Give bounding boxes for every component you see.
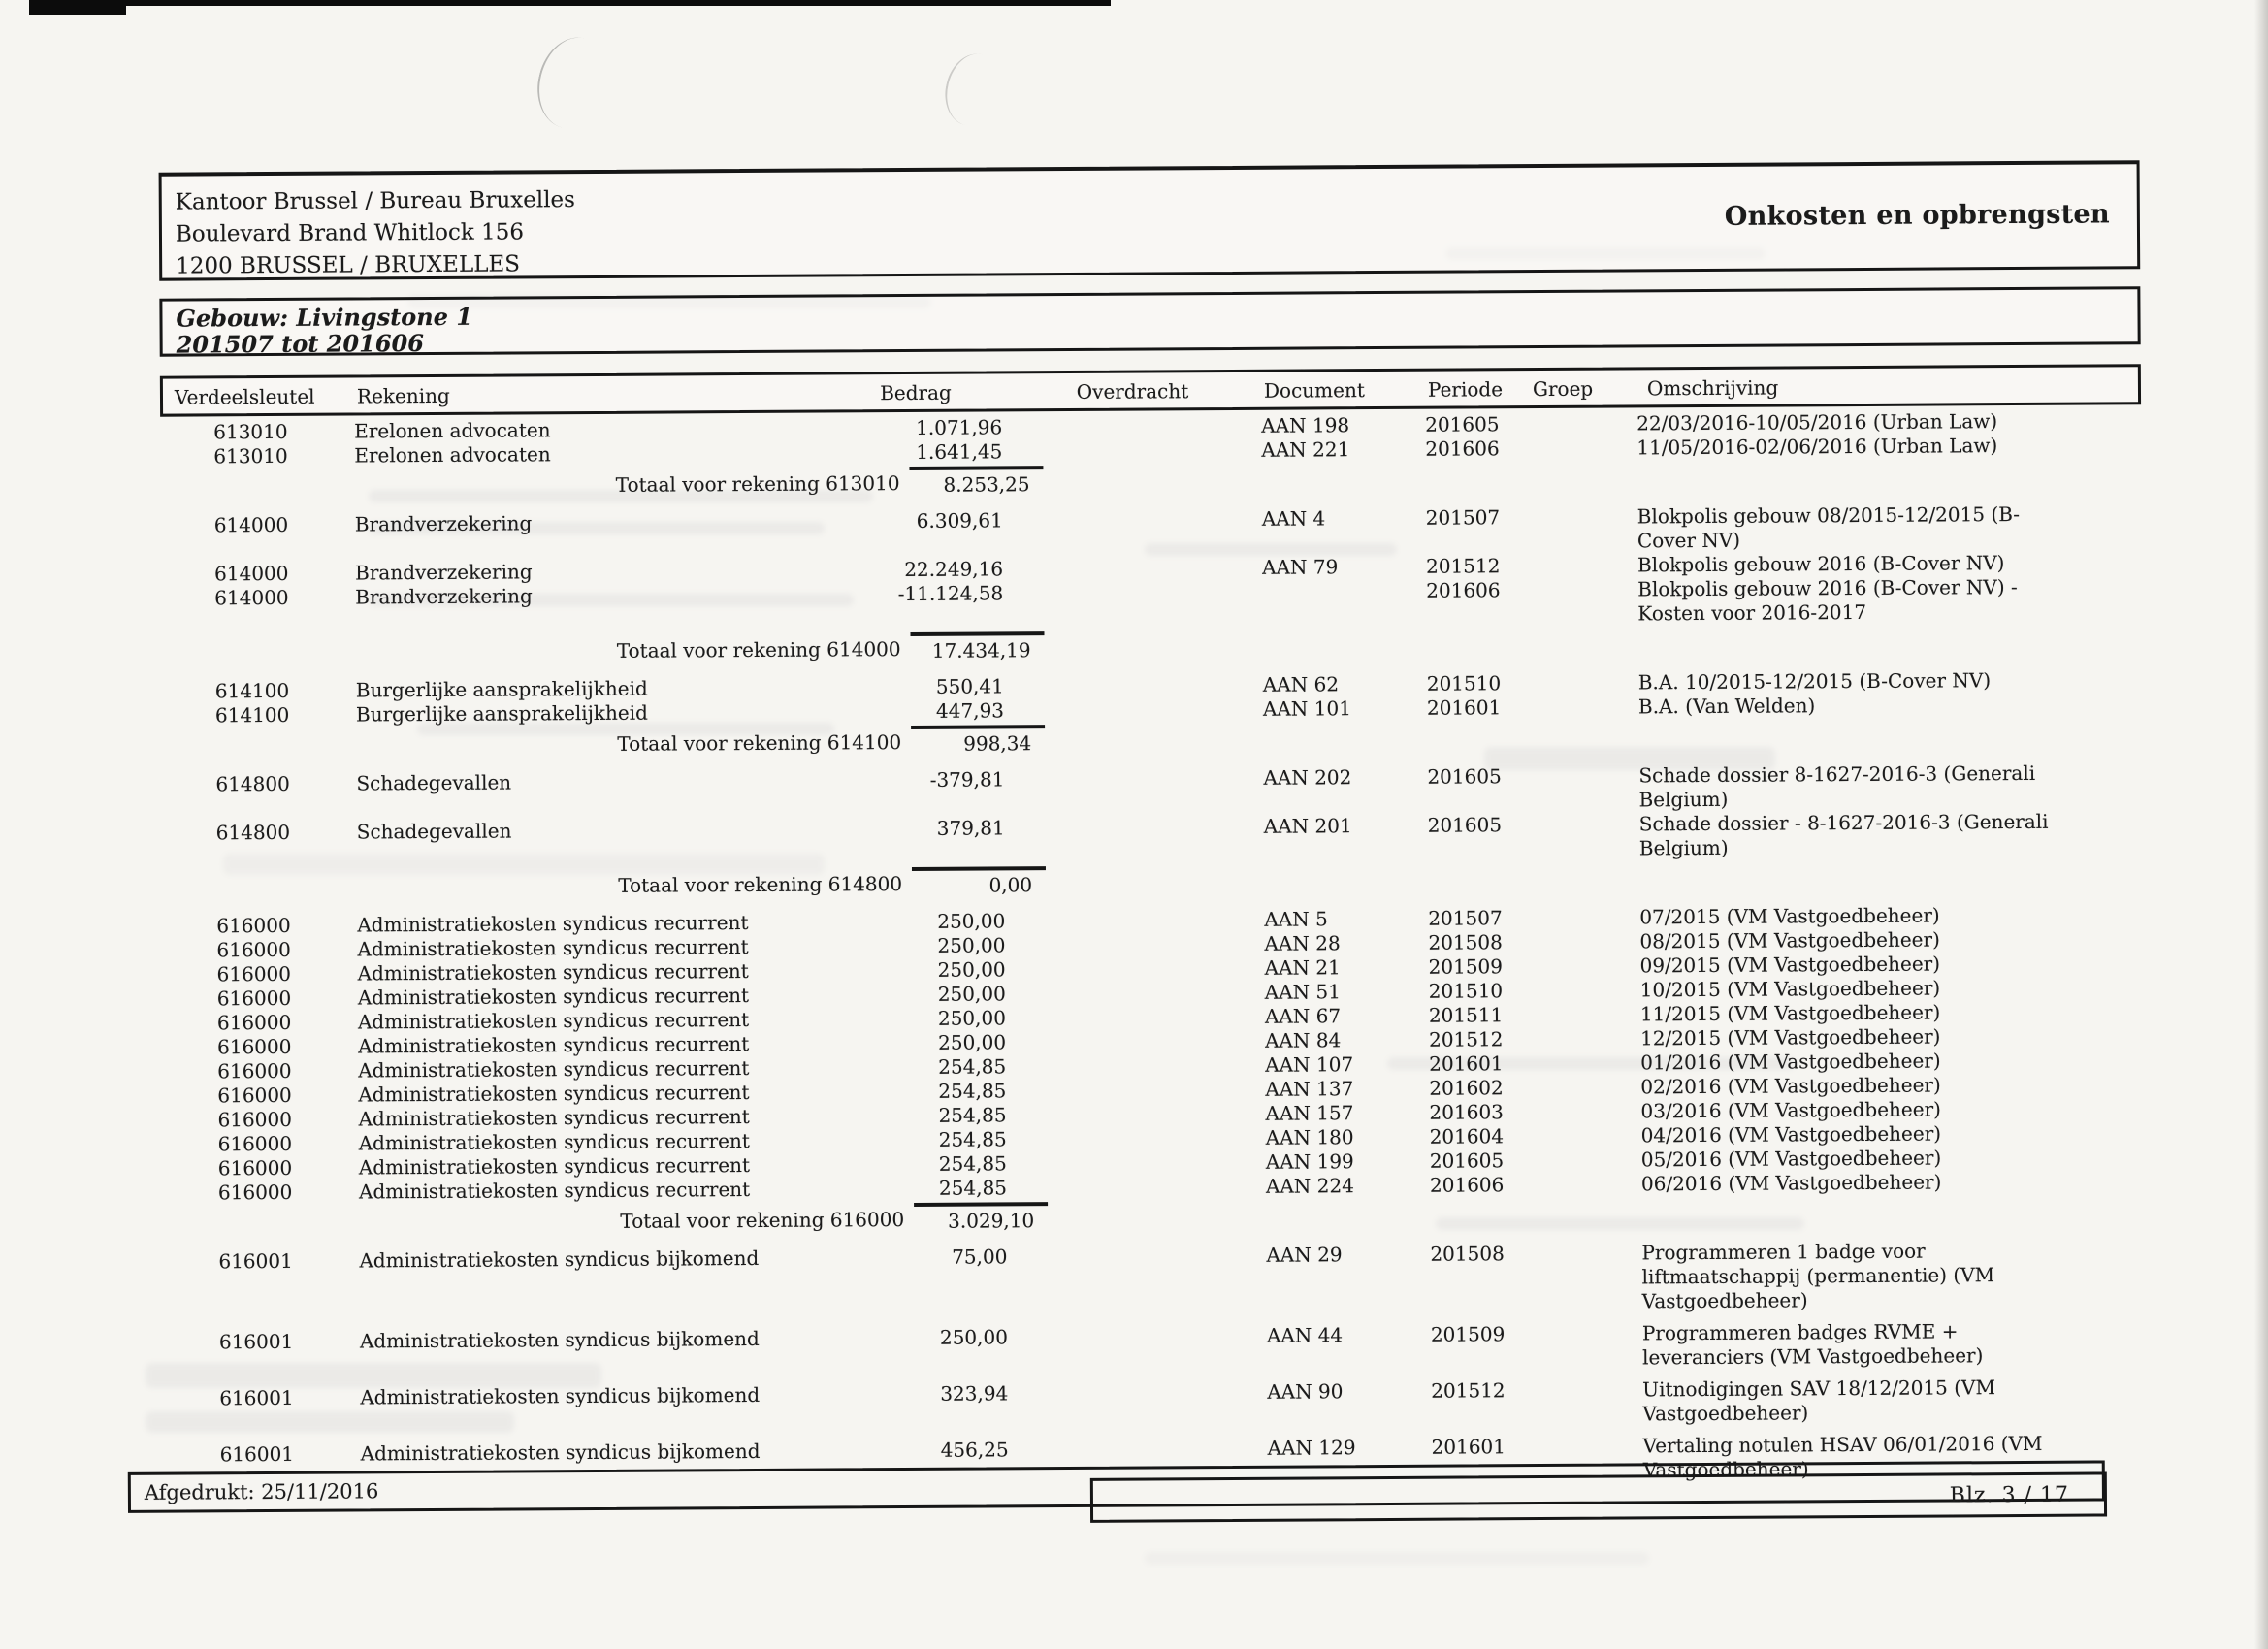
total-amount: 3.029,10 xyxy=(914,1202,1048,1234)
cell-bedrag: 250,00 xyxy=(937,933,1006,957)
cell-bedrag: 250,00 xyxy=(937,957,1006,982)
cell-periode: 201508 xyxy=(1428,930,1503,954)
total-amount: 0,00 xyxy=(912,866,1046,898)
cell-verdeelsleutel: 616000 xyxy=(216,1010,292,1035)
cell-bedrag: 323,94 xyxy=(940,1381,1009,1406)
total-amount: 8.253,25 xyxy=(909,466,1043,498)
cell-rekening: Schadegevallen xyxy=(356,819,512,844)
table-row xyxy=(165,1238,2146,1322)
cell-rekening: Erelonen advocaten xyxy=(354,442,551,468)
cell-rekening: Administratiekosten syndicus recurrent xyxy=(357,935,749,961)
cell-rekening: Administratiekosten syndicus recurrent xyxy=(357,911,749,937)
cell-rekening: Administratiekosten syndicus recurrent xyxy=(357,959,749,986)
office-header-box xyxy=(159,160,2141,280)
printed-date: Afgedrukt: 25/11/2016 xyxy=(144,1479,379,1504)
cell-verdeelsleutel: 614000 xyxy=(214,561,289,586)
cell-omschrijving: 10/2015 (VM Vastgoedbeheer) xyxy=(1639,976,1941,1002)
column-header-overdracht: Overdracht xyxy=(1076,379,1189,404)
cell-periode: 201509 xyxy=(1430,1322,1506,1346)
cell-groep xyxy=(1525,411,1636,412)
cell-rekening: Burgerlijke aansprakelijkheid xyxy=(355,700,648,727)
cell-verdeelsleutel: 614100 xyxy=(214,702,290,728)
cell-bedrag: 250,00 xyxy=(937,1006,1006,1030)
cell-document: AAN 90 xyxy=(1267,1379,1344,1404)
cell-groep xyxy=(1529,978,1640,979)
cell-bedrag: 456,25 xyxy=(940,1438,1009,1462)
cell-omschrijving: 04/2016 (VM Vastgoedbeheer) xyxy=(1640,1121,1942,1148)
cell-periode: 201605 xyxy=(1429,1148,1505,1173)
cell-verdeelsleutel: 616001 xyxy=(219,1385,294,1410)
cell-document: AAN 137 xyxy=(1265,1077,1354,1101)
cell-periode: 201509 xyxy=(1428,954,1504,979)
cell-groep xyxy=(1532,1434,1643,1435)
cell-overdracht xyxy=(1012,1380,1259,1382)
cell-document: AAN 198 xyxy=(1261,413,1350,437)
cell-bedrag: 254,85 xyxy=(938,1103,1007,1127)
cell-periode: 201606 xyxy=(1429,1173,1505,1197)
total-label: Totaal voor rekening 613010 xyxy=(615,471,900,497)
total-amount: 998,34 xyxy=(911,725,1045,757)
account-section xyxy=(160,408,2141,501)
cell-overdracht xyxy=(1013,1437,1260,1439)
cell-omschrijving: 05/2016 (VM Vastgoedbeheer) xyxy=(1640,1146,1942,1172)
cell-rekening: Administratiekosten syndicus recurrent xyxy=(358,1178,751,1204)
cell-periode: 201605 xyxy=(1427,813,1503,837)
cell-omschrijving: 22/03/2016-10/05/2016 (Urban Law) xyxy=(1636,409,1998,436)
cell-document: AAN 129 xyxy=(1267,1436,1356,1460)
cell-rekening: Administratiekosten syndicus bijkomend xyxy=(360,1382,761,1409)
account-section xyxy=(161,501,2143,667)
cell-bedrag: 550,41 xyxy=(935,674,1004,698)
cell-omschrijving: Programmeren badges RVME + leveranciers (VM Vastgoedbeheer) xyxy=(1641,1319,1984,1370)
cell-omschrijving: 07/2015 (VM Vastgoedbeheer) xyxy=(1639,903,1940,929)
cell-document: AAN 157 xyxy=(1265,1101,1354,1125)
cell-overdracht xyxy=(1008,766,1255,768)
cell-periode: 201511 xyxy=(1428,1003,1504,1027)
cell-omschrijving: 06/2016 (VM Vastgoedbeheer) xyxy=(1640,1170,1942,1196)
cell-bedrag: 75,00 xyxy=(952,1245,1008,1269)
cell-periode: 201603 xyxy=(1429,1100,1504,1124)
cell-groep xyxy=(1531,1377,1642,1378)
cell-omschrijving: Vertaling notulen HSAV 06/01/2016 (VM Vastgoedbeheer) xyxy=(1642,1431,2043,1482)
cell-omschrijving: Blokpolis gebouw 2016 (B-Cover NV) - Kosten voor 2016-2017 xyxy=(1637,575,2018,626)
column-header-omschrijving: Omschrijving xyxy=(1646,375,1779,401)
cell-verdeelsleutel: 616000 xyxy=(216,961,292,986)
cell-verdeelsleutel: 614000 xyxy=(214,585,289,610)
cell-verdeelsleutel: 616000 xyxy=(217,1131,293,1156)
page-number-box xyxy=(1090,1471,2107,1522)
column-header-rekening: Rekening xyxy=(356,383,450,408)
total-label: Totaal voor rekening 614100 xyxy=(617,730,902,756)
cell-bedrag: 6.309,61 xyxy=(916,508,1003,533)
cell-document: AAN 28 xyxy=(1264,931,1341,955)
cell-document: AAN 79 xyxy=(1262,555,1339,579)
cell-omschrijving: 09/2015 (VM Vastgoedbeheer) xyxy=(1639,952,1941,978)
cell-periode: 201604 xyxy=(1429,1124,1505,1148)
report-period: 201507 tot 201606 xyxy=(176,329,425,359)
cell-document: AAN 199 xyxy=(1265,1149,1354,1174)
cell-document: AAN 101 xyxy=(1262,696,1351,721)
cell-omschrijving: Schade dossier 8-1627-2016-3 (Generali Belgium) xyxy=(1638,760,2036,812)
cell-groep xyxy=(1531,1321,1642,1322)
cell-rekening: Brandverzekering xyxy=(355,584,533,609)
cell-document: AAN 67 xyxy=(1264,1004,1342,1028)
cell-groep xyxy=(1530,1241,1641,1242)
cell-rekening: Brandverzekering xyxy=(354,511,533,536)
cell-bedrag: 22.249,16 xyxy=(904,557,1004,582)
office-line: Boulevard Brand Whitlock 156 xyxy=(175,219,525,247)
cell-rekening: Administratiekosten syndicus recurrent xyxy=(358,1105,750,1131)
cell-bedrag: 250,00 xyxy=(939,1325,1008,1349)
cell-periode: 201601 xyxy=(1431,1435,1507,1459)
office-line: 1200 BRUSSEL / BRUXELLES xyxy=(176,251,521,279)
cell-groep xyxy=(1526,577,1637,578)
cell-omschrijving: 11/2015 (VM Vastgoedbeheer) xyxy=(1639,1000,1941,1026)
cell-periode: 201510 xyxy=(1428,979,1504,1003)
cell-verdeelsleutel: 616000 xyxy=(216,986,292,1011)
cell-verdeelsleutel: 616000 xyxy=(217,1180,293,1205)
cell-verdeelsleutel: 616000 xyxy=(217,1155,293,1180)
cell-document: AAN 202 xyxy=(1263,765,1352,790)
cell-verdeelsleutel: 614000 xyxy=(213,512,289,537)
column-header-bedrag: Bedrag xyxy=(880,380,952,405)
total-label: Totaal voor rekening 614800 xyxy=(618,872,903,897)
cell-periode: 201512 xyxy=(1431,1378,1506,1403)
cell-groep xyxy=(1529,1075,1640,1076)
cell-omschrijving: B.A. (Van Welden) xyxy=(1637,694,1816,719)
cell-rekening: Administratiekosten syndicus bijkomend xyxy=(359,1245,760,1273)
cell-verdeelsleutel: 614800 xyxy=(215,820,291,845)
cell-periode: 201605 xyxy=(1427,764,1502,789)
cell-groep xyxy=(1527,670,1638,671)
cell-rekening: Administratiekosten syndicus recurrent xyxy=(358,1129,750,1155)
cell-document: AAN 5 xyxy=(1264,907,1328,931)
report-title: Onkosten en opbrengsten xyxy=(1724,199,2110,232)
cell-periode: 201606 xyxy=(1425,436,1500,461)
cell-groep xyxy=(1528,812,1639,813)
cell-groep xyxy=(1529,1099,1640,1100)
cell-bedrag: 254,85 xyxy=(938,1151,1007,1176)
cell-overdracht xyxy=(1008,673,1255,675)
cell-verdeelsleutel: 614100 xyxy=(214,678,290,703)
account-section xyxy=(162,760,2144,902)
cell-rekening: Burgerlijke aansprakelijkheid xyxy=(355,676,648,702)
column-header-verdeelsleutel: Verdeelsleutel xyxy=(174,384,315,409)
cell-groep xyxy=(1528,905,1639,906)
cell-bedrag: 250,00 xyxy=(937,982,1006,1006)
cell-periode: 201601 xyxy=(1426,695,1502,720)
cell-omschrijving: 01/2016 (VM Vastgoedbeheer) xyxy=(1640,1049,1941,1075)
cell-groep xyxy=(1530,1123,1641,1124)
cell-document: AAN 4 xyxy=(1261,506,1326,531)
cell-bedrag: 447,93 xyxy=(935,698,1005,723)
cell-omschrijving: B.A. 10/2015-12/2015 (B-Cover NV) xyxy=(1637,668,1992,695)
cell-groep xyxy=(1528,929,1639,930)
cell-groep xyxy=(1526,553,1637,554)
cell-periode: 201512 xyxy=(1428,1027,1504,1051)
cell-document: AAN 62 xyxy=(1262,672,1340,696)
cell-document: AAN 180 xyxy=(1265,1125,1354,1149)
account-section xyxy=(163,902,2146,1238)
cell-verdeelsleutel: 616000 xyxy=(217,1034,292,1059)
cell-bedrag: 1.071,96 xyxy=(916,415,1003,439)
cell-periode: 201606 xyxy=(1426,578,1501,602)
cell-groep xyxy=(1526,504,1637,505)
cell-document: AAN 201 xyxy=(1263,814,1352,838)
cell-rekening: Schadegevallen xyxy=(356,770,512,795)
cell-document: AAN 107 xyxy=(1265,1052,1354,1077)
cell-rekening: Administratiekosten syndicus recurrent xyxy=(357,1008,750,1034)
cell-verdeelsleutel: 616001 xyxy=(219,1441,295,1467)
cell-bedrag: 254,85 xyxy=(938,1079,1007,1103)
building-name: Gebouw: Livingstone 1 xyxy=(176,302,473,333)
page-number: Blz. 3 / 17 xyxy=(1949,1482,2070,1508)
cell-document: AAN 44 xyxy=(1266,1323,1344,1347)
cell-rekening: Administratiekosten syndicus recurrent xyxy=(357,984,750,1010)
cell-groep xyxy=(1529,1026,1640,1027)
cell-bedrag: -379,81 xyxy=(929,767,1005,792)
office-line: Kantoor Brussel / Bureau Bruxelles xyxy=(175,187,576,215)
cell-rekening: Administratiekosten syndicus recurrent xyxy=(358,1153,751,1180)
cell-periode: 201602 xyxy=(1429,1076,1504,1100)
total-amount: 17.434,19 xyxy=(910,631,1044,663)
cell-rekening: Erelonen advocaten xyxy=(354,418,551,443)
cell-rekening: Administratiekosten syndicus recurrent xyxy=(358,1056,750,1083)
cell-verdeelsleutel: 616001 xyxy=(218,1248,293,1274)
cell-rekening: Brandverzekering xyxy=(355,560,533,585)
cell-bedrag: 1.641,45 xyxy=(916,439,1003,464)
cell-overdracht xyxy=(1006,414,1253,416)
table-row xyxy=(166,1374,2147,1435)
cell-verdeelsleutel: 616001 xyxy=(218,1329,294,1354)
cell-verdeelsleutel: 616000 xyxy=(217,1083,292,1108)
cell-omschrijving: Blokpolis gebouw 08/2015-12/2015 (B-Cover NV) xyxy=(1636,501,2021,553)
total-label: Totaal voor rekening 614000 xyxy=(616,637,901,663)
account-section xyxy=(162,667,2143,760)
cell-verdeelsleutel: 613010 xyxy=(213,443,288,469)
cell-bedrag: 379,81 xyxy=(936,816,1005,840)
cell-periode: 201605 xyxy=(1425,412,1500,436)
cell-verdeelsleutel: 616000 xyxy=(216,937,291,962)
column-header-periode: Periode xyxy=(1427,377,1504,402)
cell-rekening: Administratiekosten syndicus bijkomend xyxy=(359,1326,760,1353)
cell-periode: 201508 xyxy=(1430,1242,1505,1266)
cell-omschrijving: Programmeren 1 badge voor liftmaatschappij (permanentie) (VM Vastgoedbeheer) xyxy=(1641,1239,1995,1313)
cell-bedrag: 250,00 xyxy=(938,1030,1007,1054)
cell-verdeelsleutel: 616000 xyxy=(216,913,291,938)
cell-document: AAN 21 xyxy=(1264,955,1341,980)
cell-verdeelsleutel: 614800 xyxy=(215,771,290,796)
cell-bedrag: 250,00 xyxy=(937,909,1006,933)
cell-omschrijving: Uitnodigingen SAV 18/12/2015 (VM Vastgoedbeheer) xyxy=(1642,1375,1996,1426)
cell-rekening: Administratiekosten syndicus recurrent xyxy=(358,1032,750,1058)
cell-groep xyxy=(1530,1172,1641,1173)
total-label: Totaal voor rekening 616000 xyxy=(620,1208,905,1233)
cell-periode: 201601 xyxy=(1429,1051,1504,1076)
cell-document: AAN 84 xyxy=(1264,1028,1342,1052)
column-header-document: Document xyxy=(1263,378,1365,403)
cell-periode: 201510 xyxy=(1426,671,1502,695)
cell-omschrijving: 08/2015 (VM Vastgoedbeheer) xyxy=(1639,927,1940,954)
cell-rekening: Administratiekosten syndicus recurrent xyxy=(358,1081,750,1107)
cell-overdracht xyxy=(1007,507,1254,509)
cell-document: AAN 224 xyxy=(1265,1174,1354,1198)
cell-verdeelsleutel: 613010 xyxy=(213,419,288,444)
table-row xyxy=(166,1318,2147,1378)
cell-omschrijving: 03/2016 (VM Vastgoedbeheer) xyxy=(1640,1097,1941,1123)
cell-overdracht xyxy=(1012,1324,1259,1326)
cell-rekening: Administratiekosten syndicus bijkomend xyxy=(360,1439,761,1466)
cell-bedrag: 254,85 xyxy=(938,1127,1007,1151)
cell-omschrijving: Blokpolis gebouw 2016 (B-Cover NV) xyxy=(1636,551,2005,577)
cell-bedrag: 254,85 xyxy=(938,1176,1008,1200)
cell-groep xyxy=(1527,763,1638,764)
building-header-box xyxy=(159,286,2140,359)
cell-periode: 201512 xyxy=(1426,554,1501,578)
cell-document: AAN 51 xyxy=(1264,980,1342,1004)
cell-document: AAN 221 xyxy=(1261,437,1350,462)
cell-overdracht xyxy=(1011,1244,1258,1245)
cell-bedrag: -11.124,58 xyxy=(897,581,1004,606)
cell-periode: 201507 xyxy=(1428,906,1503,930)
cell-document: AAN 29 xyxy=(1266,1243,1343,1267)
column-header-groep: Groep xyxy=(1532,376,1594,402)
account-section xyxy=(165,1238,2147,1491)
cell-groep xyxy=(1529,1002,1640,1003)
cell-periode: 201507 xyxy=(1425,505,1501,530)
cell-bedrag: 254,85 xyxy=(938,1054,1007,1079)
cell-omschrijving: 12/2015 (VM Vastgoedbeheer) xyxy=(1639,1024,1941,1051)
cell-omschrijving: 11/05/2016-02/06/2016 (Urban Law) xyxy=(1636,434,1998,460)
table-body xyxy=(160,408,2148,1503)
table-header-box xyxy=(160,364,2141,416)
cell-omschrijving: Schade dossier - 8-1627-2016-3 (Generali Belgium) xyxy=(1638,809,2049,860)
cell-omschrijving: 02/2016 (VM Vastgoedbeheer) xyxy=(1640,1073,1941,1099)
cell-verdeelsleutel: 616000 xyxy=(217,1058,292,1083)
cell-overdracht xyxy=(1009,908,1256,910)
cell-verdeelsleutel: 616000 xyxy=(217,1107,292,1132)
